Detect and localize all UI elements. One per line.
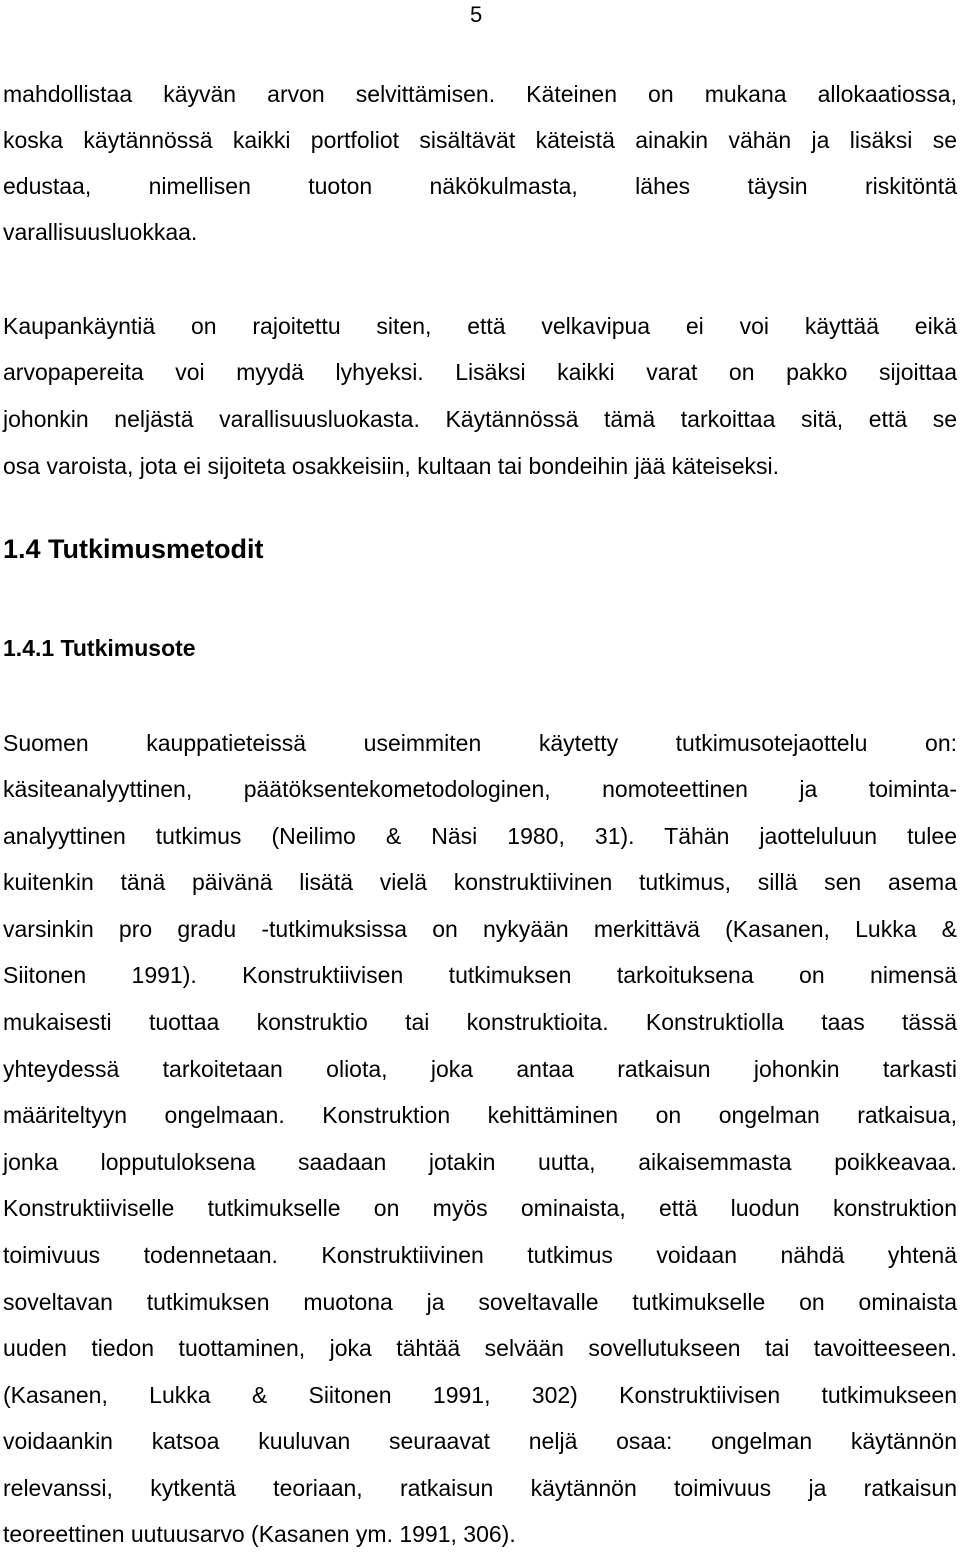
text-line: soveltavan tutkimuksen muotona ja soveltavalle tutkimukselle on ominaista xyxy=(3,1289,957,1315)
text-line: mukaisesti tuottaa konstruktio tai konstruktioita. Konstruktiolla taas tässä xyxy=(3,1009,957,1035)
text-line: teoreettinen uutuusarvo (Kasanen ym. 1991, 306). xyxy=(3,1521,516,1547)
text-line: määriteltyyn ongelmaan. Konstruktion kehittäminen on ongelman ratkaisua, xyxy=(3,1102,957,1128)
text-line: mahdollistaa käyvän arvon selvittämisen. Käteinen on mukana allokaatiossa, xyxy=(3,81,957,107)
text-line: uuden tiedon tuottaminen, joka tähtää selvään sovellutukseen tai tavoitteeseen. xyxy=(3,1335,957,1361)
text-line: relevanssi, kytkentä teoriaan, ratkaisun käytännön toimivuus ja ratkaisun xyxy=(3,1475,957,1501)
text-line: Siitonen 1991). Konstruktiivisen tutkimuksen tarkoituksena on nimensä xyxy=(3,962,957,988)
text-line: johonkin neljästä varallisuusluokasta. Käytännössä tämä tarkoittaa sitä, että se xyxy=(3,406,957,432)
text-line: voidaankin katsoa kuuluvan seuraavat neljä osaa: ongelman käytännön xyxy=(3,1428,957,1454)
text-line: varsinkin pro gradu -tutkimuksissa on nykyään merkittävä (Kasanen, Lukka & xyxy=(3,916,957,942)
text-line: varallisuusluokkaa. xyxy=(3,219,198,245)
text-line: kuitenkin tänä päivänä lisätä vielä konstruktiivinen tutkimus, sillä sen asema xyxy=(3,869,957,895)
text-line: (Kasanen, Lukka & Siitonen 1991, 302) Konstruktiivisen tutkimukseen xyxy=(3,1382,957,1408)
text-line: osa varoista, jota ei sijoiteta osakkeisiin, kultaan tai bondeihin jää käteiseksi. xyxy=(3,453,780,479)
text-line: jonka lopputuloksena saadaan jotakin uutta, aikaisemmasta poikkeavaa. xyxy=(3,1149,957,1175)
text-line: Kaupankäyntiä on rajoitettu siten, että velkavipua ei voi käyttää eikä xyxy=(3,313,957,339)
text-line: koska käytännössä kaikki portfoliot sisältävät käteistä ainakin vähän ja lisäksi se xyxy=(3,127,957,153)
text-line: Konstruktiiviselle tutkimukselle on myös ominaista, että luodun konstruktion xyxy=(3,1195,957,1221)
text-line: käsiteanalyyttinen, päätöksentekometodologinen, nomoteettinen ja toiminta- xyxy=(3,776,957,802)
text-line: arvopapereita voi myydä lyhyeksi. Lisäksi kaikki varat on pakko sijoittaa xyxy=(3,359,957,385)
text-line: toimivuus todennetaan. Konstruktiivinen tutkimus voidaan nähdä yhtenä xyxy=(3,1242,957,1268)
text-line: yhteydessä tarkoitetaan oliota, joka antaa ratkaisun johonkin tarkasti xyxy=(3,1056,957,1082)
text-line: Suomen kauppatieteissä useimmiten käytetty tutkimusotejaottelu on: xyxy=(3,730,957,756)
section-heading: 1.4 Tutkimusmetodit xyxy=(3,534,264,564)
page-number: 5 xyxy=(470,2,483,27)
text-line: analyyttinen tutkimus (Neilimo & Näsi 1980, 31). Tähän jaotteluluun tulee xyxy=(3,823,957,849)
subsection-heading: 1.4.1 Tutkimusote xyxy=(3,635,196,661)
text-line: edustaa, nimellisen tuoton näkökulmasta, lähes täysin riskitöntä xyxy=(3,173,957,199)
